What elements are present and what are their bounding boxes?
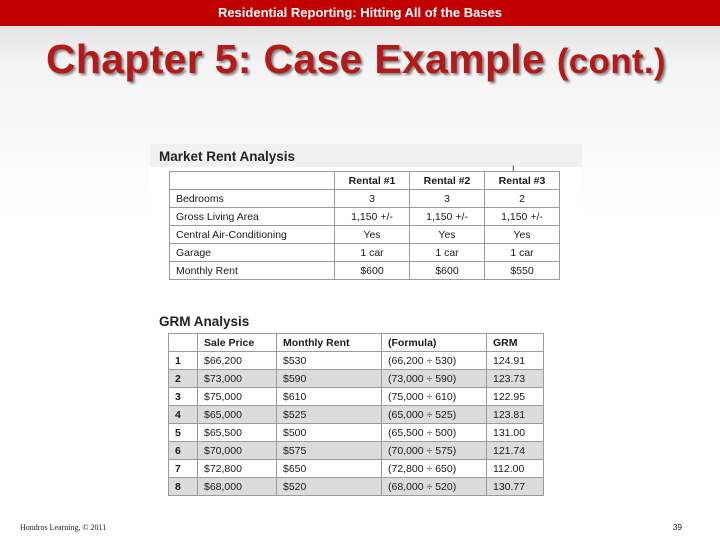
table-row	[169, 424, 544, 442]
row-number: 2	[169, 370, 198, 388]
monthly-rent-cell: $650	[277, 460, 382, 478]
table-row	[170, 244, 560, 262]
row-label: Bedrooms	[170, 190, 335, 208]
monthly-rent-cell: $610	[277, 388, 382, 406]
grm-cell: 123.81	[487, 406, 544, 424]
grm-cell: 131.00	[487, 424, 544, 442]
sale-price-cell: $68,000	[198, 478, 277, 496]
grm-cell: 124.91	[487, 352, 544, 370]
market-rent-table	[169, 171, 560, 280]
table-cell: 1,150 +/-	[485, 208, 560, 226]
formula-cell: (66,200 ÷ 530)	[382, 352, 487, 370]
row-number: 4	[169, 406, 198, 424]
table-row	[170, 190, 560, 208]
row-label: Central Air-Conditioning	[170, 226, 335, 244]
slide-title-suffix: (cont.)	[556, 42, 666, 81]
row-number: 5	[169, 424, 198, 442]
monthly-rent-cell: $530	[277, 352, 382, 370]
row-number: 3	[169, 388, 198, 406]
monthly-rent-cell: $520	[277, 478, 382, 496]
header-bar	[0, 0, 720, 26]
column-header	[170, 172, 335, 190]
formula-cell: (65,000 ÷ 525)	[382, 406, 487, 424]
column-header: (Formula)	[382, 334, 487, 352]
row-label: Garage	[170, 244, 335, 262]
row-label: Gross Living Area	[170, 208, 335, 226]
table-cell: 2	[485, 190, 560, 208]
row-number: 8	[169, 478, 198, 496]
monthly-rent-cell: $590	[277, 370, 382, 388]
table-cell: $600	[410, 262, 485, 280]
column-header: Rental #3	[485, 172, 560, 190]
table-row	[169, 388, 544, 406]
slide-title	[46, 36, 716, 83]
formula-cell: (68,000 ÷ 520)	[382, 478, 487, 496]
column-header: GRM	[487, 334, 544, 352]
grm-cell: 123.73	[487, 370, 544, 388]
table-row	[169, 370, 544, 388]
sale-price-cell: $65,000	[198, 406, 277, 424]
slide-title-main: Chapter 5: Case Example	[46, 36, 546, 82]
table-cell: 1 car	[485, 244, 560, 262]
table-cell: 1 car	[410, 244, 485, 262]
formula-cell: (72,800 ÷ 650)	[382, 460, 487, 478]
table-row	[170, 262, 560, 280]
header-title: Residential Reporting: Hitting All of the Bases	[217, 5, 503, 20]
footer-copyright: Hondros Learning, © 2011	[20, 523, 107, 532]
monthly-rent-cell: $575	[277, 442, 382, 460]
grm-heading: GRM Analysis	[159, 314, 250, 329]
sale-price-cell: $65,500	[198, 424, 277, 442]
row-number: 6	[169, 442, 198, 460]
row-label: Monthly Rent	[170, 262, 335, 280]
market-rent-heading: Market Rent Analysis	[159, 149, 296, 164]
table-cell: 1,150 +/-	[335, 208, 410, 226]
table-row	[169, 460, 544, 478]
monthly-rent-cell: $525	[277, 406, 382, 424]
grm-cell: 122.95	[487, 388, 544, 406]
formula-cell: (73,000 ÷ 590)	[382, 370, 487, 388]
table-cell: Yes	[485, 226, 560, 244]
table-cell: 3	[410, 190, 485, 208]
grm-panel	[150, 308, 546, 496]
table-cell: 3	[335, 190, 410, 208]
sale-price-cell: $66,200	[198, 352, 277, 370]
grm-cell: 112.00	[487, 460, 544, 478]
table-cell: 1 car	[335, 244, 410, 262]
table-cell: 1,150 +/-	[410, 208, 485, 226]
column-header: Monthly Rent	[277, 334, 382, 352]
formula-cell: (75,000 ÷ 610)	[382, 388, 487, 406]
table-header-row	[170, 172, 560, 190]
row-number: 1	[169, 352, 198, 370]
table-row	[169, 352, 544, 370]
table-header-row	[169, 334, 544, 352]
column-header: Rental #2	[410, 172, 485, 190]
table-cell: $600	[335, 262, 410, 280]
formula-cell: (70,000 ÷ 575)	[382, 442, 487, 460]
text-cursor-icon: I	[512, 164, 515, 174]
sale-price-cell: $75,000	[198, 388, 277, 406]
table-row	[169, 406, 544, 424]
column-header	[169, 334, 198, 352]
table-row	[170, 226, 560, 244]
grm-table	[168, 333, 544, 496]
table-cell: $550	[485, 262, 560, 280]
column-header: Rental #1	[335, 172, 410, 190]
grm-cell: 130.77	[487, 478, 544, 496]
table-row	[169, 442, 544, 460]
sale-price-cell: $73,000	[198, 370, 277, 388]
grm-cell: 121.74	[487, 442, 544, 460]
monthly-rent-cell: $500	[277, 424, 382, 442]
table-cell: Yes	[335, 226, 410, 244]
sale-price-cell: $70,000	[198, 442, 277, 460]
table-cell: Yes	[410, 226, 485, 244]
market-rent-panel	[150, 144, 582, 282]
page-number: 39	[673, 523, 682, 532]
column-header: Sale Price	[198, 334, 277, 352]
table-row	[170, 208, 560, 226]
row-number: 7	[169, 460, 198, 478]
sale-price-cell: $72,800	[198, 460, 277, 478]
table-row	[169, 478, 544, 496]
formula-cell: (65,500 ÷ 500)	[382, 424, 487, 442]
